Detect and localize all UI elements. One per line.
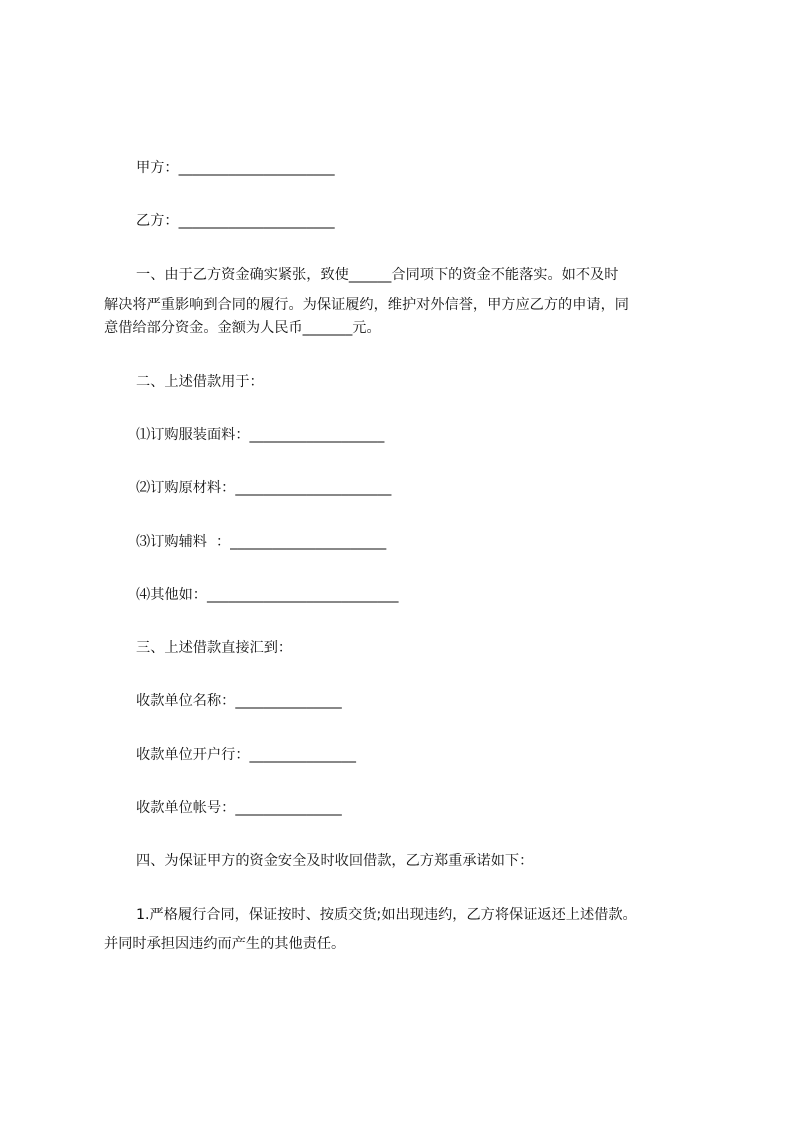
clause-2-item-3: ⑶订购辅料 ：______________________ (136, 534, 387, 550)
clause-4-heading: 四、为保证甲方的资金安全及时收回借款，乙方郑重承诺如下： (136, 853, 534, 869)
clause-2-item-4: ⑷其他如：___________________________ (136, 587, 399, 603)
clause-1-line-2: 解决将严重影响到合同的履行。为保证履约，维护对外信誉，甲方应乙方的申请，同 (104, 297, 629, 313)
payee-bank-field: 收款单位开户行：_______________ (136, 747, 356, 763)
clause-4-item-1-line-2: 并同时承担因违约而产生的其他责任。 (104, 936, 346, 952)
clause-2-heading: 二、上述借款用于： (136, 374, 264, 390)
clause-1-line-3: 意借给部分资金。金额为人民币_______元。 (104, 320, 381, 336)
clause-2-item-2: ⑵订购原材料：______________________ (136, 480, 392, 496)
party-b-line: 乙方：______________________ (136, 213, 335, 229)
clause-1-line-1: 一、由于乙方资金确实紧张，致使______合同项下的资金不能落实。如不及时 (136, 267, 619, 283)
clause-4-item-1-line-1: 1.严格履行合同，保证按时、按质交货;如出现违约，乙方将保证返还上述借款。 (136, 907, 637, 923)
clause-3-heading: 三、上述借款直接汇到： (136, 640, 293, 656)
payee-name-field: 收款单位名称：_______________ (136, 693, 342, 709)
party-a-line: 甲方：______________________ (136, 160, 335, 176)
clause-2-item-1: ⑴订购服装面料：___________________ (136, 427, 385, 443)
payee-account-field: 收款单位帐号：_______________ (136, 800, 342, 816)
